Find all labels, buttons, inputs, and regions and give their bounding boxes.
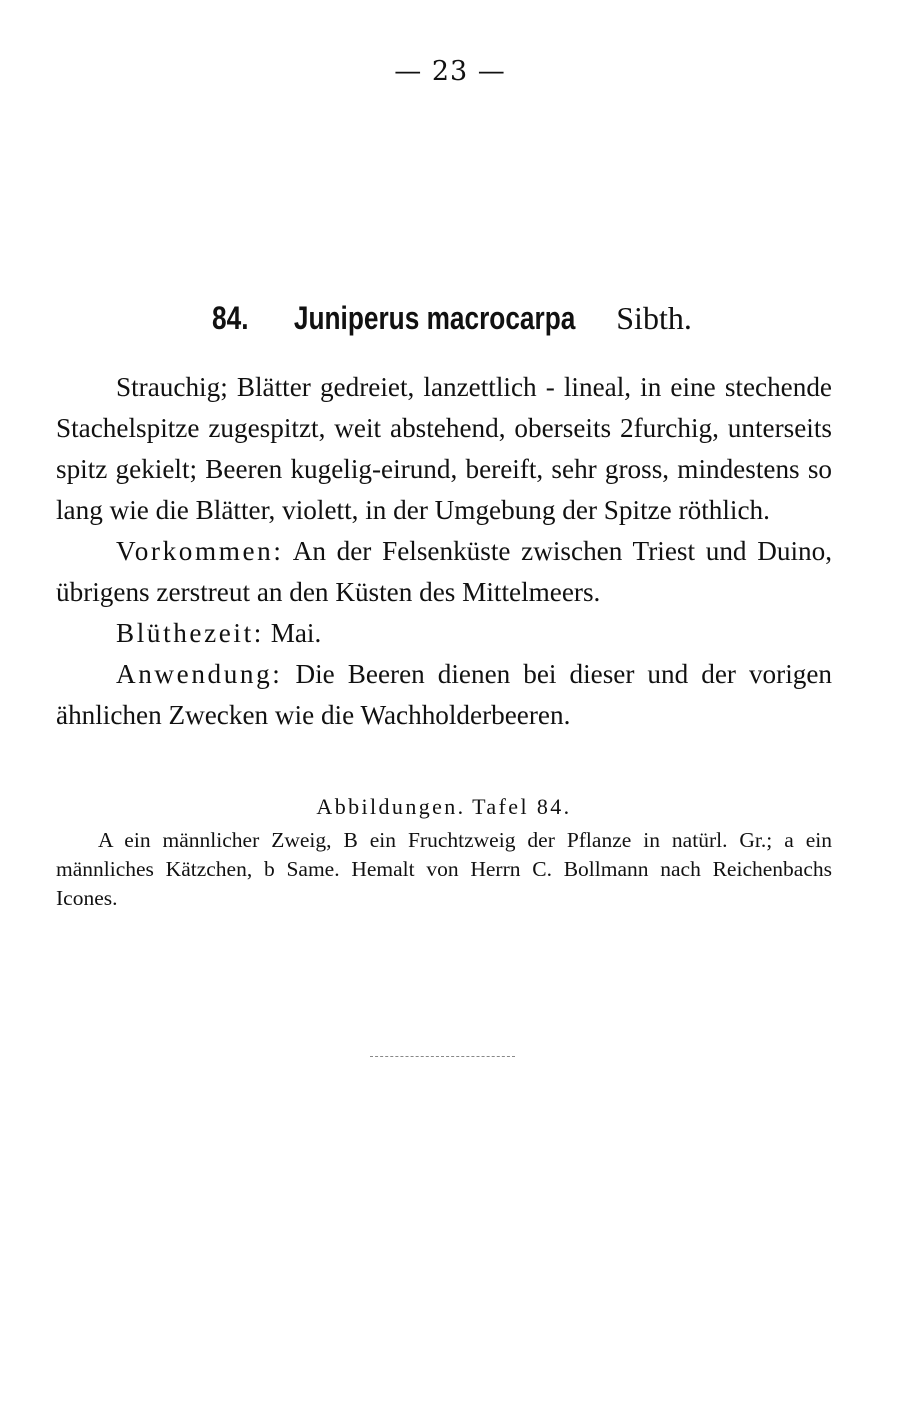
occurrence-paragraph bbox=[56, 531, 832, 613]
flowering-paragraph bbox=[56, 613, 832, 654]
figures-label: Abbildungen. bbox=[316, 794, 466, 819]
species-number: 84. bbox=[212, 300, 249, 336]
description-paragraph: Strauchig; Blätter gedreiet, lanzettlich - lineal, in eine stechende Stachelspitze zugespitzt, weit abstehend, oberseits 2furchig, unterseits spitz gekielt; Beeren kugelig-eirund, bereift, sehr gross, mindestens so lang wie die Blätter, violett, in der Umgebung der Spitze röthlich. bbox=[56, 372, 832, 525]
figures-section bbox=[56, 790, 832, 913]
usage-text: Die Beeren dienen bei dieser und der vorigen ähnlichen Zwecken wie die Wachholderbeeren. bbox=[56, 659, 833, 730]
flowering-label: Blüthezeit: bbox=[116, 618, 264, 648]
species-name: Juniperus macrocarpa bbox=[293, 300, 576, 336]
flowering-text: Mai. bbox=[270, 618, 322, 648]
figures-plate: Tafel 84. bbox=[472, 794, 572, 819]
species-description-block bbox=[56, 367, 832, 736]
section-divider bbox=[370, 1056, 515, 1057]
figures-caption: A ein männlicher Zweig, B ein Fruchtzweig der Pflanze in natürl. Gr.; a ein männliches Kätzchen, b Same. Hemalt von Herrn C. Bollmann nach Reichenbachs Icones. bbox=[56, 828, 832, 910]
figures-heading bbox=[56, 790, 832, 824]
occurrence-label: Vorkommen: bbox=[116, 536, 284, 566]
species-author: Sibth. bbox=[616, 300, 692, 336]
occurrence-text: An der Felsenküste zwischen Triest und Duino, übrigens zerstreut an den Küsten des Mittelmeers. bbox=[56, 536, 832, 607]
usage-paragraph bbox=[56, 654, 832, 736]
species-title bbox=[0, 296, 900, 340]
page-number: — 23 — bbox=[394, 56, 506, 87]
usage-label: Anwendung: bbox=[116, 659, 283, 689]
